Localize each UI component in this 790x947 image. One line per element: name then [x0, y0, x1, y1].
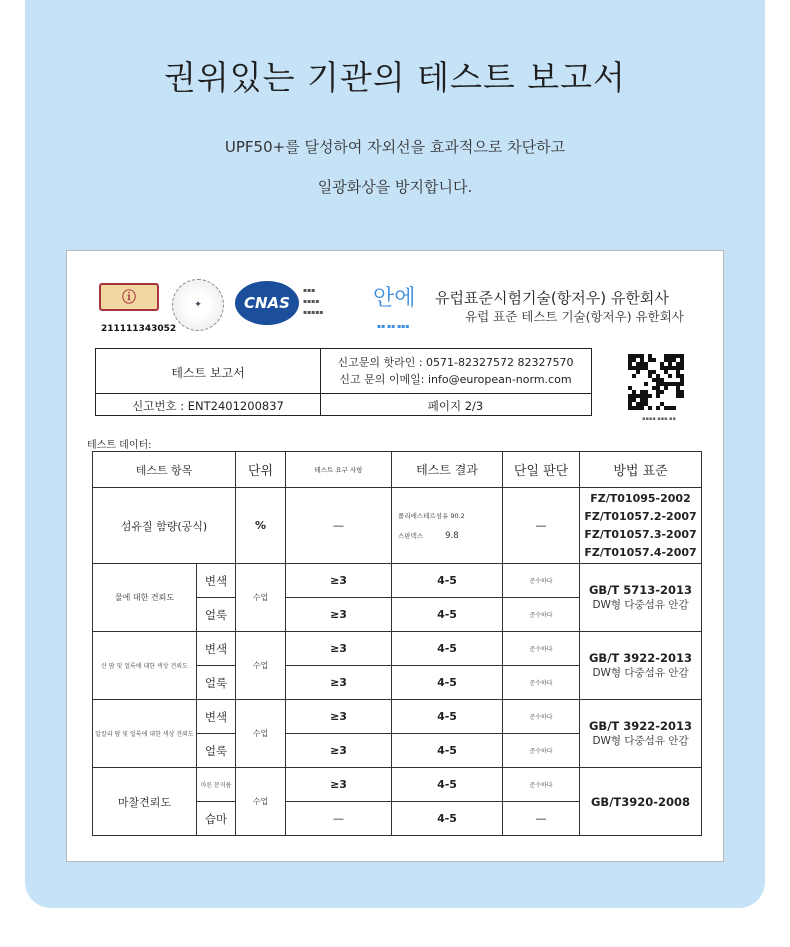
row-result: 4-5 [392, 802, 503, 836]
fiber-method-4: FZ/T01057.4-2007 [584, 545, 697, 559]
page-title: 권위있는 기관의 테스트 보고서 [164, 58, 626, 97]
fiber-method-1: FZ/T01095-2002 [590, 491, 691, 505]
comp2-label: 스판덱스 [398, 531, 424, 540]
fiber-composition [392, 488, 503, 564]
row-sub-item: 변색 [197, 700, 236, 734]
row-judgement: 준수하다 [503, 598, 580, 632]
fiber-method-3: FZ/T01057.3-2007 [584, 527, 697, 541]
group-method-note: DW형 다중섬유 안감 [592, 735, 689, 747]
cnas-logo: CNAS [235, 281, 299, 325]
brand-logo-tagline: ▪▪ ▪▪ ▪▪▪ [377, 323, 410, 330]
row-sub-item: 얼룩 [197, 734, 236, 768]
ilac-mra-logo: ✦ [172, 279, 224, 331]
hotline: 신고문의 핫라인 : 0571-82327572 82327570 [337, 356, 574, 369]
fiber-unit: % [236, 488, 286, 564]
row-result: 4-5 [392, 734, 503, 768]
table-row-fiber [93, 488, 702, 564]
group-method [580, 632, 702, 700]
row-sub-item: 얼룩 [197, 598, 236, 632]
row-requirement: ≥3 [286, 632, 392, 666]
qr-caption: ▪▪▪▪ ▪▪▪ ▪▪ [642, 416, 676, 422]
report-title: 테스트 보고서 [171, 366, 245, 380]
row-judgement: 준수하다 [503, 564, 580, 598]
table-row [93, 564, 702, 598]
group-item: 산 땀 및 얼룩에 대한 색상 견뢰도 [93, 632, 197, 700]
company-name-primary: 유럽표준시험기술(항저우) 유한회사 [435, 289, 669, 307]
header-requirement: 테스트 요구 사항 [286, 452, 392, 488]
row-result: 4-5 [392, 700, 503, 734]
row-judgement: 준수하다 [503, 734, 580, 768]
row-judgement: — [503, 802, 580, 836]
table-row [93, 700, 702, 734]
inquiry-email: 신고 문의 이메일: info@european-norm.com [339, 373, 572, 386]
qr-code-icon [628, 354, 684, 410]
fiber-method-2: FZ/T01057.2-2007 [584, 509, 697, 523]
row-requirement: ≥3 [286, 598, 392, 632]
group-method [580, 700, 702, 768]
page-indicator: 페이지 2/3 [427, 399, 484, 413]
header-unit: 단위 [236, 452, 286, 488]
group-method-standard: GB/T3920-2008 [590, 794, 691, 809]
test-data-table [92, 451, 702, 836]
group-item: 마찰견뢰도 [93, 768, 197, 836]
header-test-item: 테스트 항목 [93, 452, 236, 488]
comp2-value: 9.8 [445, 530, 459, 541]
group-method-note: DW형 다중섬유 안감 [592, 599, 689, 611]
header-judgement: 단일 판단 [503, 452, 580, 488]
group-item: 알칼리 땀 및 얼룩에 대한 색상 견뢰도 [93, 700, 197, 768]
company-name-secondary: 유럽 표준 테스트 기술(항저우) 유한회사 [465, 309, 684, 324]
row-judgement: 준수하다 [503, 632, 580, 666]
group-method-note: DW형 다중섬유 안감 [592, 667, 689, 679]
test-data-label: 테스트 데이터: [87, 440, 152, 451]
fiber-item: 섬유질 함량(공식) [93, 488, 236, 564]
row-sub-item: 얼룩 [197, 666, 236, 700]
brand-logo: 안에 [373, 286, 416, 311]
row-requirement: ≥3 [286, 768, 392, 802]
row-result: 4-5 [392, 564, 503, 598]
row-result: 4-5 [392, 632, 503, 666]
subtitle-line-1: UPF50+를 달성하여 자외선을 효과적으로 차단하고 [224, 138, 566, 156]
group-unit: 수업 [236, 632, 286, 700]
group-method [580, 768, 702, 836]
row-sub-item: 습마 [197, 802, 236, 836]
header-result: 테스트 결과 [392, 452, 503, 488]
row-sub-item: 변색 [197, 632, 236, 666]
group-unit: 수업 [236, 564, 286, 632]
group-unit: 수업 [236, 768, 286, 836]
row-judgement: 준수하다 [503, 666, 580, 700]
row-judgement: 준수하다 [503, 700, 580, 734]
certification-seal-logo: ⓘ [99, 283, 159, 311]
row-requirement: — [286, 802, 392, 836]
row-sub-item: 마른 문지름 [197, 768, 236, 802]
fiber-requirement: — [286, 488, 392, 564]
row-result: 4-5 [392, 666, 503, 700]
group-method-standard: GB/T 3922-2013 [588, 719, 693, 733]
comp1-value: 90.2 [450, 511, 465, 520]
fiber-judgement: — [503, 488, 580, 564]
row-requirement: ≥3 [286, 700, 392, 734]
comp1-label: 폴리에스테르섬유 [398, 511, 449, 520]
table-row [93, 768, 702, 802]
test-report-document [66, 250, 724, 862]
group-method-standard: GB/T 5713-2013 [588, 583, 693, 597]
row-requirement: ≥3 [286, 564, 392, 598]
row-requirement: ≥3 [286, 666, 392, 700]
row-sub-item: 변색 [197, 564, 236, 598]
group-method [580, 564, 702, 632]
group-unit: 수업 [236, 700, 286, 768]
subtitle-line-2: 일광화상을 방지합니다. [317, 178, 473, 196]
row-requirement: ≥3 [286, 734, 392, 768]
row-result: 4-5 [392, 768, 503, 802]
report-number: 신고번호 : ENT2401200837 [132, 399, 284, 413]
table-header-row [93, 452, 702, 488]
row-judgement: 준수하다 [503, 768, 580, 802]
row-result: 4-5 [392, 598, 503, 632]
group-item: 물에 대한 견뢰도 [93, 564, 197, 632]
seal-number: 211111343052 [101, 324, 177, 334]
header-method: 방법 표준 [580, 452, 702, 488]
group-method-standard: GB/T 3922-2013 [588, 651, 693, 665]
cnas-accreditation-mark: ▪▪▪ ▪▪▪▪ ▪▪▪▪▪ [303, 287, 324, 316]
table-row [93, 632, 702, 666]
fiber-methods [580, 488, 702, 564]
report-info-box [95, 348, 592, 416]
